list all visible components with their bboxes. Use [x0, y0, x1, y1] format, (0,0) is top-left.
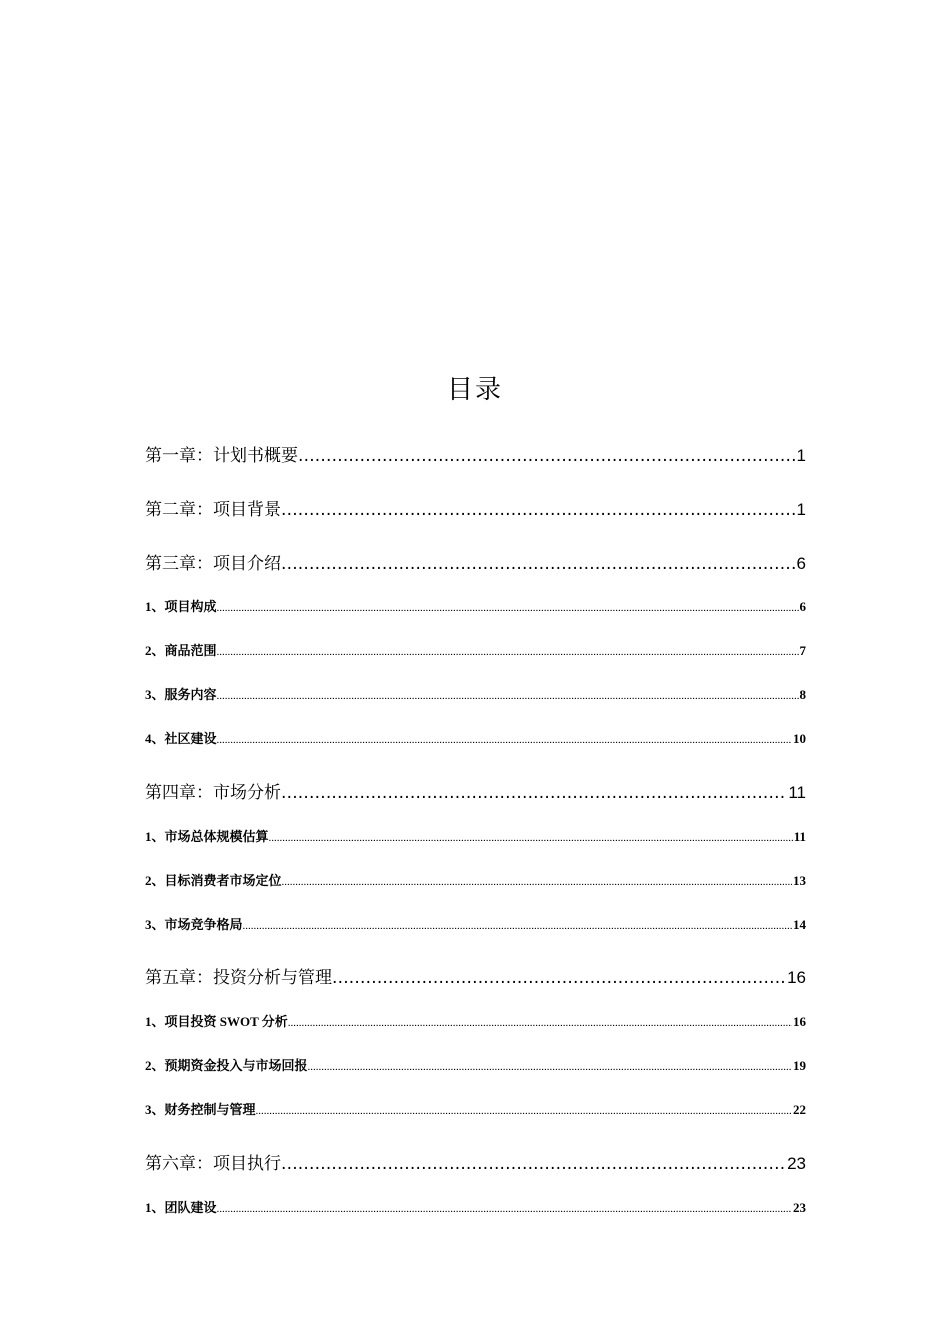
toc-entry-label: 2、商品范围 [145, 643, 217, 658]
toc-chapter-5[interactable] [145, 966, 806, 990]
toc-chapter-3[interactable] [145, 552, 806, 576]
dot-leader [281, 1152, 786, 1176]
dot-leader [281, 552, 796, 576]
toc-section-3-4[interactable] [145, 729, 806, 749]
dot-leader [217, 641, 799, 662]
toc-entry-label: 3、服务内容 [145, 687, 217, 702]
toc-entry-label: 第一章：计划书概要 [145, 446, 298, 466]
toc-entry-page: 7 [799, 643, 806, 658]
dot-leader [332, 966, 786, 990]
dot-leader [281, 498, 796, 522]
toc-entry-label: 1、市场总体规模估算 [145, 829, 269, 844]
dot-leader [217, 729, 792, 750]
toc-section-3-2[interactable] [145, 641, 806, 661]
toc-entry-page: 22 [793, 1102, 806, 1117]
dot-leader [288, 1012, 792, 1033]
toc-entry-label: 第四章：市场分析 [145, 783, 281, 803]
toc-chapter-1[interactable] [145, 444, 806, 468]
toc-entry-page: 8 [799, 687, 806, 702]
toc-section-6-1[interactable] [145, 1198, 806, 1218]
toc-section-5-3[interactable] [145, 1100, 806, 1120]
dot-leader [256, 1100, 792, 1121]
dot-leader [217, 685, 799, 706]
toc-entry-label: 第二章：项目背景 [145, 500, 281, 520]
toc-section-4-2[interactable] [145, 871, 806, 891]
toc-section-4-3[interactable] [145, 915, 806, 935]
toc-entry-page: 10 [793, 731, 806, 746]
toc-entry-label: 4、社区建设 [145, 731, 217, 746]
toc-entry-page: 23 [787, 1154, 806, 1173]
dot-leader [217, 597, 799, 618]
toc-entry-page: 11 [793, 829, 806, 844]
toc-chapter-2[interactable] [145, 498, 806, 522]
toc-entry-page: 13 [793, 873, 806, 888]
dot-leader [281, 781, 787, 805]
toc-section-4-1[interactable] [145, 827, 806, 847]
toc-entry-page: 16 [793, 1014, 806, 1029]
toc-entry-page: 1 [796, 446, 806, 465]
toc-section-3-1[interactable] [145, 597, 806, 617]
toc-chapter-6[interactable] [145, 1152, 806, 1176]
toc-entry-page: 14 [793, 917, 806, 932]
toc-section-3-3[interactable] [145, 685, 806, 705]
toc-entry-label: 2、预期资金投入与市场回报 [145, 1058, 308, 1073]
dot-leader [269, 827, 793, 848]
dot-leader [308, 1056, 792, 1077]
toc-entry-label: 第五章：投资分析与管理 [145, 968, 332, 988]
toc-chapter-4[interactable] [145, 781, 806, 805]
toc-entry-label: 3、市场竞争格局 [145, 917, 243, 932]
dot-leader [298, 444, 796, 468]
toc-entry-page: 23 [793, 1200, 806, 1215]
toc-entry-page: 1 [796, 500, 806, 519]
toc-entry-label: 3、财务控制与管理 [145, 1102, 256, 1117]
toc-entry-label: 1、项目构成 [145, 599, 217, 614]
toc-entry-page: 16 [787, 968, 806, 987]
toc-list [145, 0, 806, 1344]
toc-entry-label: 第六章：项目执行 [145, 1154, 281, 1174]
toc-entry-page: 11 [788, 783, 806, 802]
toc-entry-page: 6 [796, 554, 806, 573]
toc-entry-page: 6 [799, 599, 806, 614]
dot-leader [282, 871, 792, 892]
toc-entry-label: 2、目标消费者市场定位 [145, 873, 282, 888]
toc-entry-label: 第三章：项目介绍 [145, 554, 281, 574]
toc-entry-label: 1、项目投资 SWOT 分析 [145, 1014, 288, 1029]
dot-leader [243, 915, 792, 936]
toc-title: 目录 [446, 375, 503, 405]
toc-section-5-1[interactable] [145, 1012, 806, 1032]
dot-leader [217, 1198, 792, 1219]
toc-section-5-2[interactable] [145, 1056, 806, 1076]
toc-entry-page: 19 [793, 1058, 806, 1073]
toc-entry-label: 1、团队建设 [145, 1200, 217, 1215]
